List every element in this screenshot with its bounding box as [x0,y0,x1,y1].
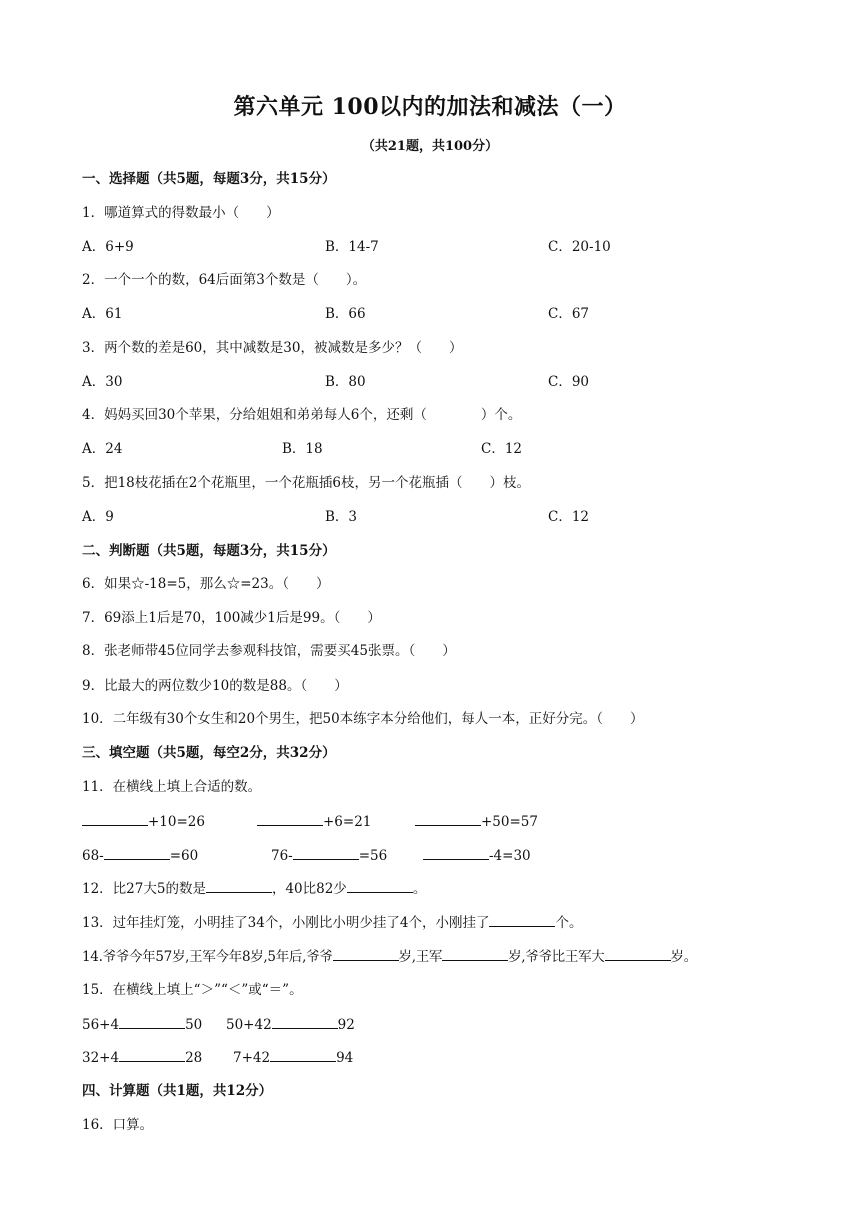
answer-blank[interactable] [119,1015,185,1029]
answer-blank[interactable] [415,812,481,826]
answer-blank[interactable] [489,913,555,927]
answer-blank[interactable] [605,947,671,961]
question-8: 8．张老师带45位同学去参观科技馆，需要买45张票。（ ） [82,643,456,659]
question-11: 11．在横线上填上合适的数。 [82,779,262,795]
answer-blank[interactable] [206,879,272,893]
option-1a: A．6+9 [82,239,134,255]
question-13: 13．过年挂灯笼，小明挂了34个，小刚比小明少挂了4个，小刚挂了 个。 [82,915,583,931]
option-1c: C．20-10 [548,239,611,255]
option-2c: C．67 [548,306,590,322]
option-3a: A．30 [82,374,123,390]
compare-15-1: 56+4 50 [82,1017,203,1033]
compare-15-3: 32+4 28 [82,1050,203,1066]
answer-blank[interactable] [257,812,323,826]
question-15: 15．在横线上填上“＞”“＜”或“＝”。 [82,982,303,998]
option-3c: C．90 [548,374,590,390]
question-5: 5．把18枝花插在2个花瓶里，一个花瓶插6枝，另一个花瓶插（ ）枝。 [82,475,530,491]
question-16: 16．口算。 [82,1117,154,1133]
option-2b: B．66 [325,306,366,322]
question-4: 4．妈妈买回30个苹果，分给姐姐和弟弟每人6个，还剩（ ）个。 [82,407,522,423]
section-heading-choice: 一、选择题（共5题，每题3分，共15分） [82,171,336,187]
page-subtitle: （共21题，共100分） [361,139,499,154]
option-5a: A．9 [82,509,114,525]
section-heading-fill: 三、填空题（共5题，每空2分，共32分） [82,745,336,761]
option-4b: B．18 [282,441,323,457]
answer-blank[interactable] [333,947,399,961]
answer-blank[interactable] [347,879,413,893]
option-5b: B．3 [325,509,358,525]
question-1: 1．哪道算式的得数最小（ ） [82,205,280,221]
answer-blank[interactable] [293,846,359,860]
question-7: 7．69添上1后是70，100减少1后是99。（ ） [82,610,381,626]
equation-11-6: -4=30 [423,846,531,865]
option-5c: C．12 [548,509,590,525]
answer-blank[interactable] [119,1048,185,1062]
question-10: 10．二年级有30个女生和20个男生，把50本练字本分给他们，每人一本，正好分完。（ ） [82,711,644,727]
page-title: 第六单元 100以内的加法和减法（一） [233,94,627,120]
option-3b: B．80 [325,374,366,390]
question-6: 6．如果☆-18=5，那么☆=23。（ ） [82,576,330,592]
option-4a: A．24 [82,441,123,457]
equation-11-5: 76- =56 [271,848,388,864]
question-12: 12．比27大5的数是 ，40比82少 。 [82,881,427,897]
question-2: 2．一个一个的数，64后面第3个数是（ ）。 [82,272,367,288]
answer-blank[interactable] [423,846,489,860]
answer-blank[interactable] [442,947,508,961]
answer-blank[interactable] [104,846,170,860]
compare-15-4: 7+42 94 [233,1050,354,1066]
compare-15-2: 50+42 92 [226,1017,355,1033]
answer-blank[interactable] [270,1048,336,1062]
section-heading-judge: 二、判断题（共5题，每题3分，共15分） [82,543,336,559]
option-2a: A．61 [82,306,123,322]
answer-blank[interactable] [82,812,148,826]
answer-blank[interactable] [272,1015,338,1029]
option-1b: B．14-7 [325,239,379,255]
option-4c: C．12 [481,441,523,457]
question-14: 14.爷爷今年57岁,王军今年8岁,5年后,爷爷 岁,王军 岁,爷爷比王军大 岁。 [82,949,697,965]
section-heading-calc: 四、计算题（共1题，共12分） [82,1083,273,1099]
equation-11-3: +50=57 [415,812,538,831]
equation-11-1: +10=26 [82,812,205,831]
equation-11-2: +6=21 [257,812,371,831]
question-3: 3．两个数的差是60，其中减数是30，被减数是多少？（ ） [82,340,463,356]
equation-11-4: 68- =60 [82,848,199,864]
question-9: 9．比最大的两位数少10的数是88。（ ） [82,678,348,694]
